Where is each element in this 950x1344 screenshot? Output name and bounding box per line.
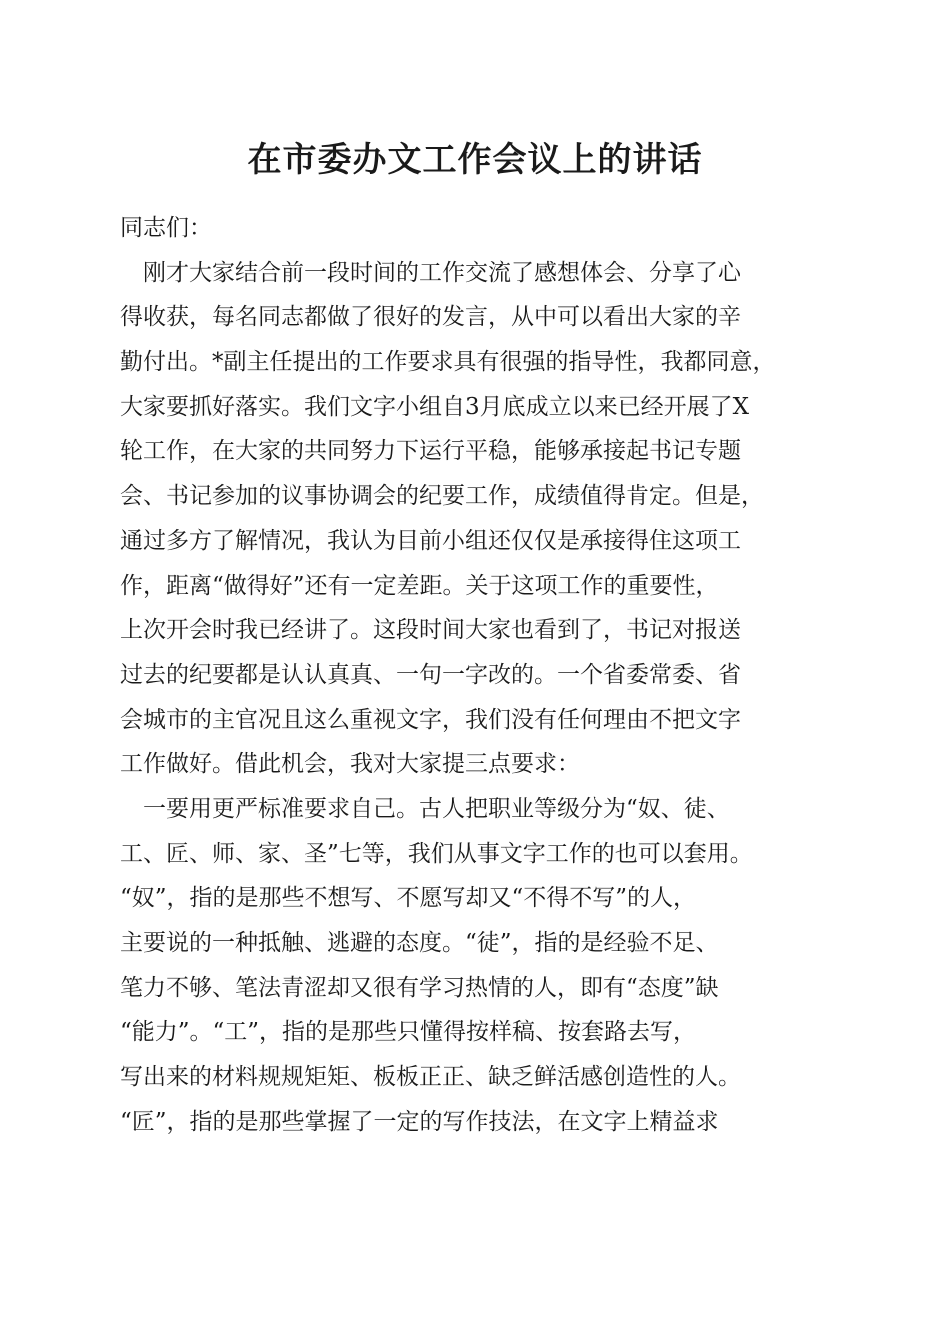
text-line: “匠”，指的是那些掌握了一定的写作技法，在文字上精益求 — [120, 1108, 719, 1135]
text-line: 写出来的材料规规矩矩、板板正正、缺乏鲜活感创造性的人。 — [120, 1064, 741, 1091]
text-line: 工、匠、师、家、圣”七等，我们从事文字工作的也可以套用。 — [120, 840, 753, 867]
text-line: 主要说的一种抵触、逃避的态度。“徒”，指的是经验不足、 — [120, 930, 719, 956]
salutation: 同志们： — [120, 215, 212, 241]
text-line: 大家要抓好落实。我们文字小组自3月底成立以来已经开展了X — [120, 393, 750, 420]
paragraph-2 — [120, 787, 840, 1145]
text-line: 勤付出。*副主任提出的工作要求具有很强的指导性，我都同意， — [120, 349, 776, 376]
text-line: 通过多方了解情况，我认为目前小组还仅仅是承接得住这项工 — [120, 527, 741, 554]
text-line: 笔力不够、笔法青涩却又很有学习热情的人，即有“态度”缺 — [120, 974, 719, 1001]
text-line: 轮工作，在大家的共同努力下运行平稳，能够承接起书记专题 — [120, 438, 741, 465]
text-line: “奴”，指的是那些不想写、不愿写却又“不得不写”的人， — [120, 885, 697, 912]
text-line: 会、书记参加的议事协调会的纪要工作，成绩值得肯定。但是， — [120, 483, 764, 510]
text-line: 刚才大家结合前一段时间的工作交流了感想体会、分享了心 — [120, 259, 741, 286]
text-line: 会城市的主官况且这么重视文字，我们没有任何理由不把文字 — [120, 706, 741, 733]
paragraph-1 — [120, 251, 840, 787]
document-title: 在市委办文工作会议上的讲话 — [247, 140, 703, 180]
text-line: 一要用更严标准要求自己。古人把职业等级分为“奴、徒、 — [120, 795, 730, 822]
text-line: “能力”。“工”，指的是那些只懂得按样稿、按套路去写， — [120, 1019, 697, 1046]
text-line: 作，距离“做得好”还有一定差距。关于这项工作的重要性， — [120, 572, 719, 599]
text-line: 过去的纪要都是认认真真、一句一字改的。一个省委常委、省 — [120, 661, 741, 688]
text-line: 得收获，每名同志都做了很好的发言，从中可以看出大家的辛 — [120, 304, 741, 331]
text-line: 工作做好。借此机会，我对大家提三点要求： — [120, 751, 580, 778]
text-line: 上次开会时我已经讲了。这段时间大家也看到了，书记对报送 — [120, 617, 741, 644]
document-body — [120, 206, 840, 1144]
